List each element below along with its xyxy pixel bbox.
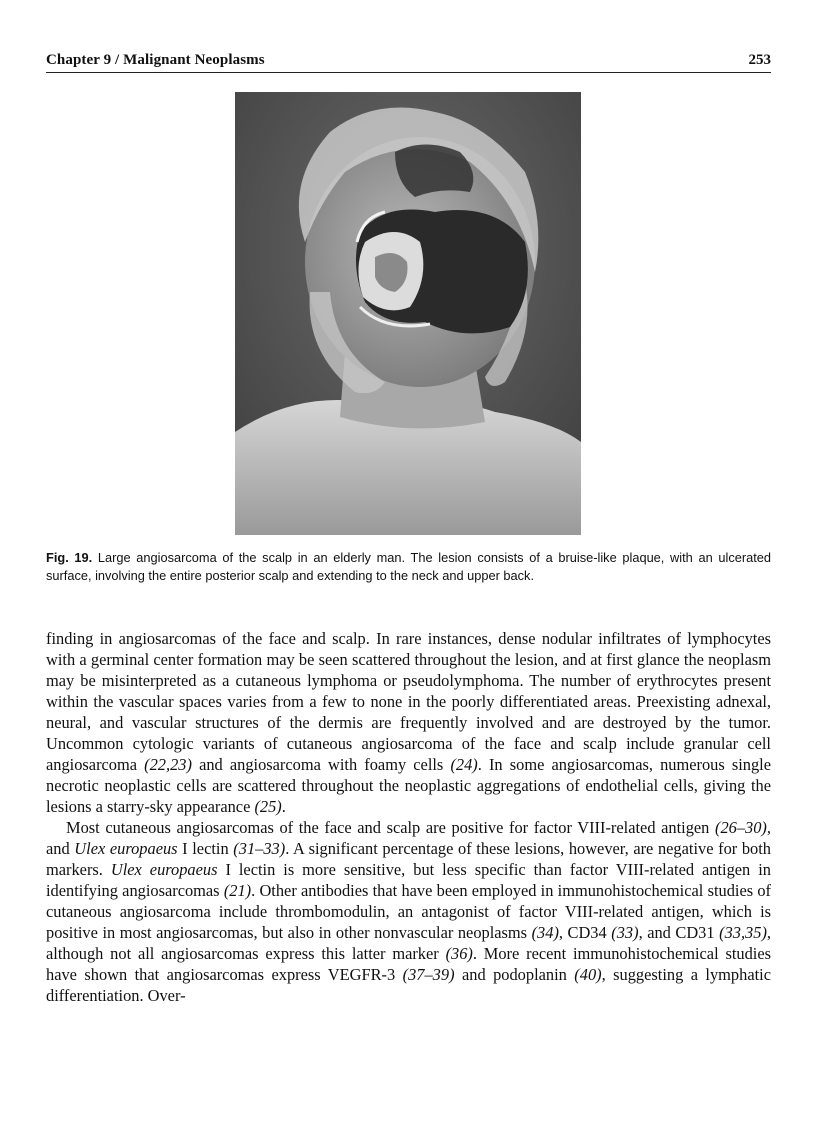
text-run: , although not all angiosarcomas express this latter marker xyxy=(46,923,772,963)
text-run: , and xyxy=(46,818,771,858)
citation: (26–30) xyxy=(714,818,767,837)
figure-label: Fig. 19. xyxy=(46,550,93,565)
text-run: I lectin is more sensitive, but less specific than factor VIII-related antigen in identifying angiosarcomas xyxy=(46,860,771,900)
citation: (33) xyxy=(611,923,639,942)
text-run: . xyxy=(281,797,286,816)
body-text xyxy=(46,628,771,1006)
citation: (36) xyxy=(445,944,473,963)
citation: (25) xyxy=(254,797,282,816)
figure-caption xyxy=(46,549,771,585)
citation: (33,35) xyxy=(719,923,767,942)
species-name: Ulex europaeus xyxy=(74,839,178,858)
text-run: Most cutaneous angiosarcomas of the face and scalp are positive for factor VIII-related antigen xyxy=(66,818,715,837)
figure-caption-text: Large angiosarcoma of the scalp in an elderly man. The lesion consists of a bruise-like plaque, with an ulcerated surface, involving the entire posterior scalp and extending to the neck and upper back. xyxy=(46,550,772,583)
citation: (31–33) xyxy=(233,839,286,858)
text-run: , and CD31 xyxy=(638,923,720,942)
chapter-title: Chapter 9 / Malignant Neoplasms xyxy=(46,52,265,68)
text-run: . More recent immunohistochemical studies have shown that angiosarcomas express VEGFR-3 xyxy=(46,944,771,984)
text-run: , suggesting a lymphatic differentiation. Over- xyxy=(46,965,771,1005)
paragraph-1 xyxy=(46,628,771,817)
paragraph-2 xyxy=(46,817,771,1006)
figure-photo xyxy=(235,92,581,535)
text-run: . In some angiosarcomas, numerous single necrotic neoplastic cells are scattered throughout the neoplastic aggregations of endothelial cells, giving the lesions a starry-sky appearance xyxy=(46,755,772,816)
running-header xyxy=(46,52,771,73)
text-run: I lectin xyxy=(177,839,234,858)
text-run: . Other antibodies that have been employed in immunohistochemical studies of cutaneous angiosarcoma include thrombomodulin, an antagonist of factor VIII-related antigen, which is positive in most angiosarcomas, but also in other nonvascular neoplasms xyxy=(46,881,771,942)
text-run: . A significant percentage of these lesions, however, are negative for both markers. xyxy=(46,839,771,879)
page-number: 253 xyxy=(748,52,771,68)
species-name: Ulex europaeus xyxy=(110,860,218,879)
text-run: finding in angiosarcomas of the face and scalp. In rare instances, dense nodular infiltrates of lymphocytes with a germinal center formation may be seen scattered throughout the lesion, and at first glance the neoplasm may be misinterpreted as a cutaneous lymphoma or pseudolymphoma. The number of erythrocytes present within the vascular spaces varies from a few to none in the poorly differentiated areas. Preexisting adnexal, neural, and vascular structures of the dermis are frequently involved and are destroyed by the tumor. Uncommon cytologic variants of cutaneous angiosarcoma of the face and scalp include granular cell angiosarcoma xyxy=(46,629,771,774)
text-run: and podoplanin xyxy=(454,965,575,984)
text-run: , CD34 xyxy=(558,923,612,942)
citation: (21) xyxy=(223,881,252,900)
citation: (40) xyxy=(574,965,602,984)
text-run: and angiosarcoma with foamy cells xyxy=(191,755,451,774)
citation: (37–39) xyxy=(402,965,455,984)
citation: (24) xyxy=(450,755,478,774)
citation: (22,23) xyxy=(144,755,192,774)
citation: (34) xyxy=(531,923,559,942)
